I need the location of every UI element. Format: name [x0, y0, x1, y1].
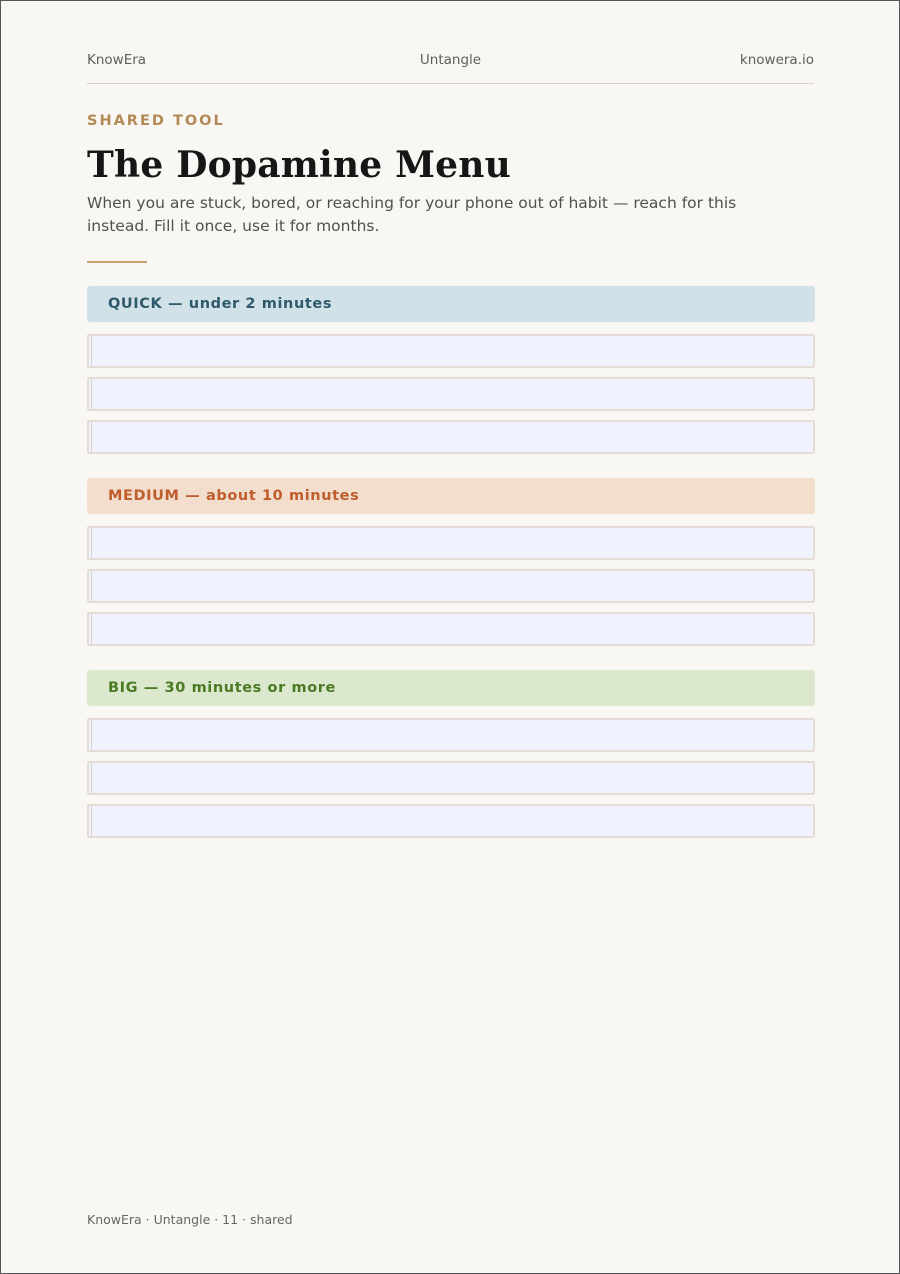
section-heading: MEDIUM — about 10 minutes	[87, 478, 815, 514]
entry-row	[87, 569, 815, 603]
page-footer: KnowEra · Untangle · 11 · shared	[87, 1212, 293, 1227]
main-content	[87, 113, 815, 838]
entry-row	[87, 612, 815, 646]
entry-field[interactable]	[91, 614, 815, 644]
entry-row	[87, 377, 815, 411]
entry-list	[87, 322, 815, 454]
section-heading: BIG — 30 minutes or more	[87, 670, 815, 706]
entry-row	[87, 718, 815, 752]
entry-row	[87, 526, 815, 560]
section-medium	[87, 478, 815, 646]
entry-list	[87, 514, 815, 646]
entry-row	[87, 420, 815, 454]
eyebrow-label: SHARED TOOL	[87, 113, 225, 129]
section-big	[87, 670, 815, 838]
page-header	[87, 51, 814, 84]
entry-field[interactable]	[91, 528, 815, 558]
entry-field[interactable]	[91, 422, 815, 452]
entry-field[interactable]	[91, 379, 815, 409]
site-url: knowera.io	[739, 52, 814, 68]
entry-row	[87, 334, 815, 368]
intro-text: When you are stuck, bored, or reaching for your phone out of habit — reach for this instead. Fill it once, use it for months.	[87, 194, 737, 235]
entry-field[interactable]	[91, 571, 815, 601]
page-title: The Dopamine Menu	[87, 144, 512, 186]
entry-field[interactable]	[91, 806, 815, 836]
series-name: Untangle	[419, 52, 482, 68]
accent-divider	[87, 261, 147, 263]
entry-field[interactable]	[91, 336, 815, 366]
entry-row	[87, 761, 815, 795]
entry-row	[87, 804, 815, 838]
brand-name: KnowEra	[87, 52, 147, 68]
entry-field[interactable]	[91, 720, 815, 750]
entry-list	[87, 706, 815, 838]
entry-field[interactable]	[91, 763, 815, 793]
section-quick	[87, 286, 815, 454]
section-heading: QUICK — under 2 minutes	[87, 286, 815, 322]
